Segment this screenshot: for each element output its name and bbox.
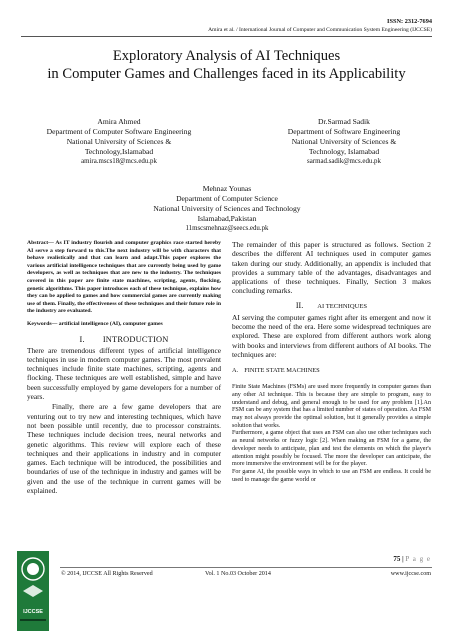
intro-paragraph-1: There are tremendous different types of artificial intelligence techniques in use in modern computer games. The most prevalent techniques include finite state machines, scripting, agents and flocking. These techniques are well established, simple and have been successfully employed by game developers for a number of years. [27, 345, 221, 402]
author-name: Dr.Sarmad Sadik [318, 117, 370, 126]
logo-core [27, 563, 39, 575]
right-column [232, 240, 431, 484]
fsm-paragraph-2: Furthermore, a game object that uses an FSM can also use other techniques such as neural networks or fuzzy logic [2]. When making an FSM for a game, the developer needs to anticipate, plan and test the elements on which the player's attention might possibly be focused. The more the developer can anticipate, the more immersive the environment will be for the player. [232, 430, 431, 468]
section-number: II. [295, 300, 304, 310]
author-department: Department of Software Engineering [287, 127, 401, 136]
author-university: National University of Sciences and Technology [153, 204, 301, 213]
author-name: Amira Ahmed [97, 117, 141, 126]
author-university: National University of Sciences & [66, 137, 172, 146]
footer-copyright: © 2014, IJCCSE All Rights Reserved [61, 571, 153, 577]
structure-paragraph: The remainder of this paper is structured as follows. Section 2 describes the different AI techniques used in computer games taken during our study. Additionally, an appendix is included that provides a summary table of the advantages, disadvantages and applications of these techniques. Finally, Section 3 makes concluding remarks. [232, 240, 431, 296]
section-title: INTRODUCTION [102, 334, 169, 344]
author-department: Department of Computer Software Engineering [46, 127, 192, 136]
author-location: Technology,Islamabad [84, 147, 154, 156]
author-email: sarmad.sadik@mcs.edu.pk [307, 158, 381, 165]
issn: ISSN: 2312-7694 [387, 18, 432, 25]
page-number-value: 75 [393, 555, 401, 563]
section-heading-introduction [27, 335, 221, 344]
author-location: Islamabad,Pakistan [197, 214, 257, 223]
footer-rule [60, 567, 432, 568]
logo-text: IJCCSE [23, 609, 43, 615]
author-department: Department of Computer Science [176, 194, 278, 203]
footer-website: www.ijccse.com [390, 571, 431, 577]
subsection-title: FINITE STATE MACHINES [244, 367, 320, 375]
fsm-paragraph-3: For game AI, the possible ways in which to use an FSM are endless. It could be used to manage the game world or [232, 469, 431, 483]
left-column [27, 240, 221, 495]
author-location: Technology, Islamabad [308, 147, 380, 156]
author-email: 11mscsmehnaz@seecs.edu.pk [185, 225, 269, 232]
header-rule [21, 36, 432, 37]
journal-logo [17, 551, 49, 631]
intro-paragraph-2: Finally, there are a few game developers that are venturing out to try new and interesting techniques, which have not been possible until recently, due to processor constraints. These techniques include decision trees, neural networks and genetic algorithms. This review will explore each of these techniques and their applications in industry and in computer games. Each technique will be introduced, the possibilities and boundaries of use of the technique in industry and games will be given and the use of the technique in current games will be explained. [27, 402, 221, 495]
logo-bar [20, 619, 46, 621]
subsection-number: A. [232, 367, 239, 375]
subsection-heading-fsm [232, 367, 431, 374]
author-name: Mehnaz Younas [202, 184, 252, 193]
author-university: National University of Sciences & [291, 137, 397, 146]
author-block-right [244, 117, 444, 167]
footer-volume: Vol. 1 No.03 October 2014 [205, 571, 271, 577]
keywords: Keywords— artificial intelligence (AI), computer games [27, 320, 163, 327]
ai-techniques-paragraph: AI serving the computer games right after its emergent and now it become the need of the era. Here some widespread techniques are explored. These are explored from different authors work along with books and interviews from different authors of AI books. The techniques are: [232, 312, 431, 359]
fsm-paragraph-1: Finite State Machines (FSMs) are used more frequently in computer games than any other AI technique. This is because they are simple to program, easy to understand and debug, and general enough to be used for any problem [1].An FSM can be any system that has a limited number of states of operation. An FSM may not always provide the optimal solution, but it generally provides a simple solution that works. [232, 384, 431, 429]
title-line-1: Exploratory Analysis of AI Techniques [112, 48, 341, 64]
author-block-middle [127, 184, 327, 234]
title-line-2: in Computer Games and Challenges faced in its Applicability [47, 66, 406, 82]
section-title: AI TECHNIQUES [317, 302, 368, 310]
page-word: P a g e [405, 555, 431, 563]
author-block-left [19, 117, 219, 167]
running-header: Amira et al. / International Journal of Computer and Communication System Engineering (IJCCSE) [208, 27, 432, 33]
paper-title [0, 47, 453, 83]
abstract: Abstract— As IT industry flourish and computer graphics race started hereby AI serve a step forward to this.The next industry will be with characters that behave realistically and that can learn and adapt.This paper explores the various artificial intelligence techniques that are currently being used by game developers, as well as techniques that are new to the industry. The techniques covered in this paper are finite state machines, scripting, agents, flocking, genetic algorithms. This paper introduces each of these technique, explains how they can be applied to games and how commercial games are currently making use of them. Finally, the effectiveness of these techniques and their future role in the industry are evaluated. [27, 240, 221, 315]
author-email: amira.mscs18@mcs.edu.pk [81, 158, 157, 165]
section-heading-ai-techniques [232, 301, 431, 310]
page-number: 75 | P a g e [393, 555, 431, 563]
journal-logo-graphic [17, 551, 49, 631]
section-number: I. [79, 334, 85, 344]
